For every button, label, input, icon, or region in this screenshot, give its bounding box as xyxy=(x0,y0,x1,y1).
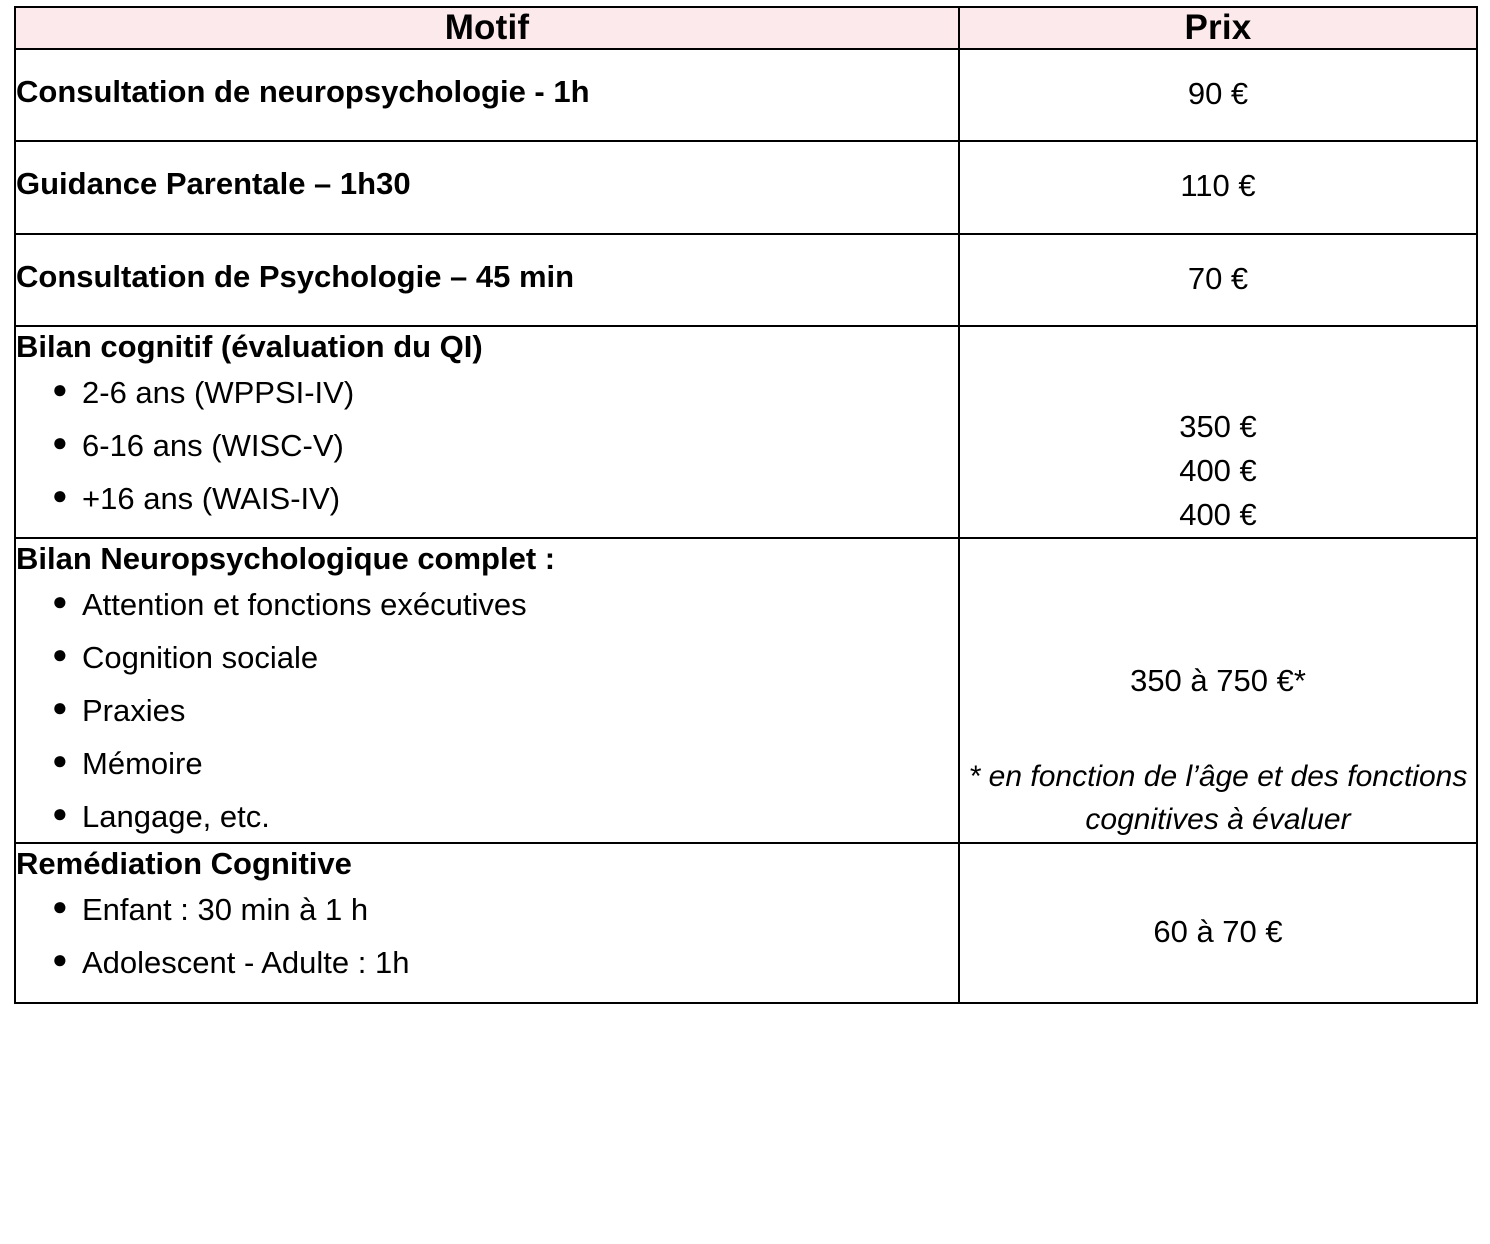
list-item-label: Praxies xyxy=(82,693,186,729)
list-item-label: Langage, etc. xyxy=(82,799,270,835)
table-row xyxy=(15,141,1477,233)
service-sub-list xyxy=(16,586,958,835)
service-sub-list xyxy=(16,891,958,981)
price-value: 400 € xyxy=(1179,452,1257,488)
service-title: Bilan cognitif (évaluation du QI) xyxy=(16,328,483,364)
table-row xyxy=(15,843,1477,1003)
bullet-icon: ● xyxy=(52,586,68,617)
motif-cell xyxy=(15,141,959,233)
table-row xyxy=(15,234,1477,326)
prix-cell xyxy=(959,141,1477,233)
price-value: 70 € xyxy=(1187,260,1249,296)
list-item-label: Attention et fonctions exécutives xyxy=(82,587,527,623)
price-value: 90 € xyxy=(1187,76,1249,111)
bullet-icon: ● xyxy=(52,891,68,922)
bullet-icon: ● xyxy=(52,692,68,723)
motif-cell xyxy=(15,49,959,141)
price-value: 400 € xyxy=(1179,496,1257,532)
service-title: Consultation de Psychologie – 45 min xyxy=(16,258,575,294)
prix-cell xyxy=(959,538,1477,843)
list-item-label: 2-6 ans (WPPSI-IV) xyxy=(82,375,355,411)
price-lines xyxy=(960,910,1476,954)
list-item-label: +16 ans (WAIS-IV) xyxy=(82,481,341,517)
bullet-icon: ● xyxy=(52,798,68,829)
list-item xyxy=(52,639,958,676)
price-value: 350 à 750 €* xyxy=(1130,662,1306,698)
price-value: 60 à 70 € xyxy=(1153,913,1283,949)
header-cell-prix: Prix xyxy=(959,7,1477,49)
price-lines xyxy=(960,164,1476,208)
service-title: Remédiation Cognitive xyxy=(16,845,352,881)
price-lines xyxy=(960,72,1476,116)
price-lines xyxy=(960,659,1476,703)
list-item xyxy=(52,586,958,623)
price-footnote: * en fonction de l’âge et des fonctions cognitives à évaluer xyxy=(968,759,1468,837)
list-item xyxy=(52,374,958,411)
list-item xyxy=(52,745,958,782)
bullet-icon: ● xyxy=(52,480,68,511)
bullet-icon: ● xyxy=(52,374,68,405)
list-item xyxy=(52,944,958,981)
service-title: Bilan Neuropsychologique complet : xyxy=(16,540,556,576)
price-value: 110 € xyxy=(1180,168,1256,204)
bullet-icon: ● xyxy=(52,639,68,670)
price-lines xyxy=(960,257,1476,301)
motif-cell xyxy=(15,326,959,538)
list-item-label: Cognition sociale xyxy=(82,640,319,676)
header-row xyxy=(15,7,1477,49)
list-item-label: Mémoire xyxy=(82,746,203,782)
service-title: Consultation de neuropsychologie - 1h xyxy=(16,74,590,109)
table-row xyxy=(15,326,1477,538)
list-item xyxy=(52,891,958,928)
price-lines xyxy=(960,405,1476,537)
service-sub-list xyxy=(16,374,958,517)
prix-cell xyxy=(959,234,1477,326)
list-item-label: Enfant : 30 min à 1 h xyxy=(82,892,369,928)
prix-cell xyxy=(959,326,1477,538)
list-item xyxy=(52,480,958,517)
motif-cell xyxy=(15,843,959,1003)
table-row xyxy=(15,49,1477,141)
list-item xyxy=(52,798,958,835)
bullet-icon: ● xyxy=(52,427,68,458)
bullet-icon: ● xyxy=(52,944,68,975)
bullet-icon: ● xyxy=(52,745,68,776)
prix-cell xyxy=(959,49,1477,141)
list-item xyxy=(52,427,958,464)
list-item-label: 6-16 ans (WISC-V) xyxy=(82,428,344,464)
motif-cell xyxy=(15,234,959,326)
service-title: Guidance Parentale – 1h30 xyxy=(16,166,411,202)
price-value: 350 € xyxy=(1179,408,1257,444)
table-body xyxy=(15,49,1477,1003)
table-row xyxy=(15,538,1477,843)
header-cell-motif: Motif xyxy=(15,7,959,49)
list-item-label: Adolescent - Adulte : 1h xyxy=(82,945,410,981)
motif-cell xyxy=(15,538,959,843)
table-header xyxy=(15,7,1477,49)
pricing-table xyxy=(14,6,1478,1004)
prix-cell xyxy=(959,843,1477,1003)
list-item xyxy=(52,692,958,729)
